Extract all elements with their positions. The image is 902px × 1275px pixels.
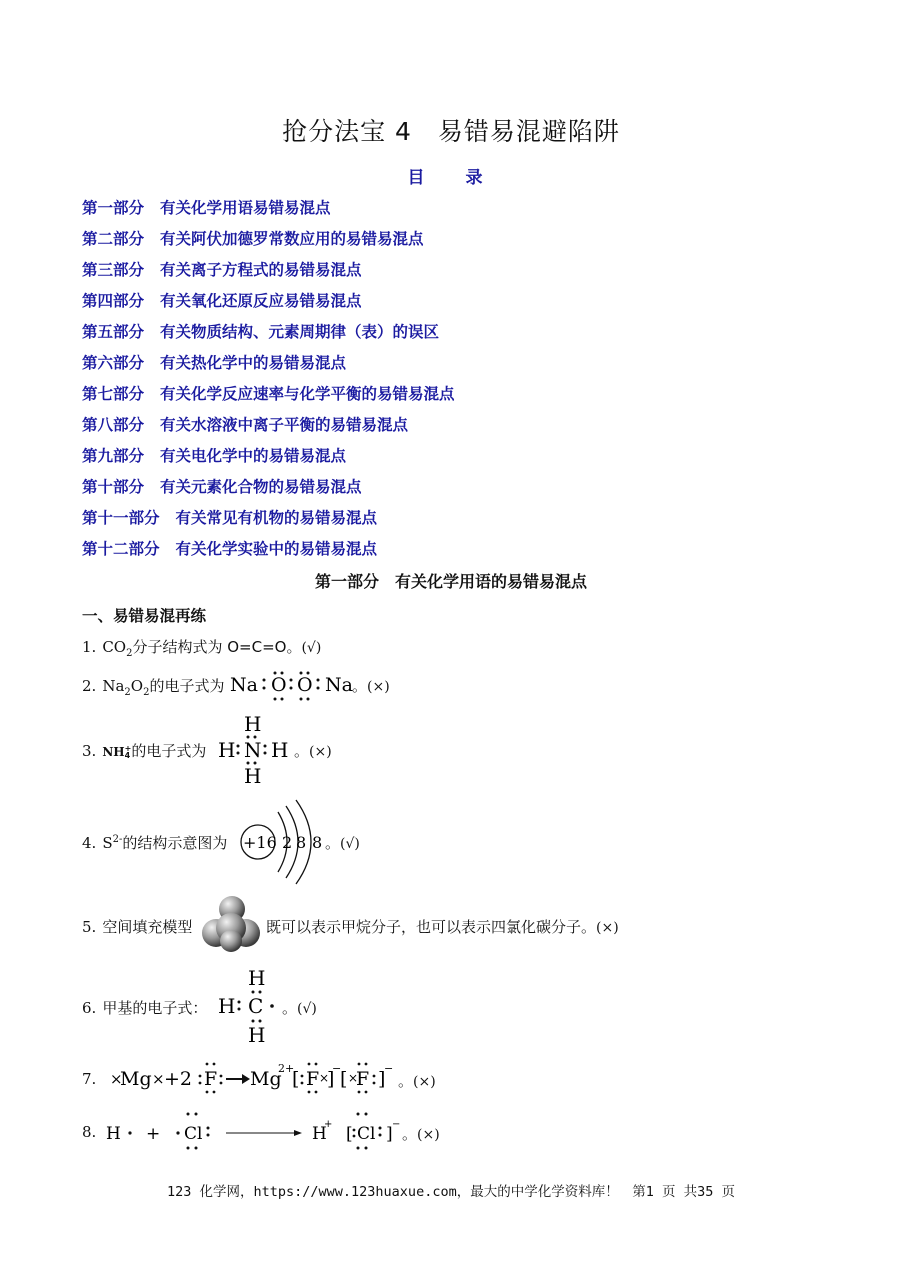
toc-item[interactable]: 第一部分 有关化学用语易错易混点 bbox=[82, 199, 331, 217]
footer-site: 123 化学网，https://www.123huaxue.com，最大的中学化学资料库！ bbox=[167, 1184, 619, 1200]
toc-item[interactable]: 第七部分 有关化学反应速率与化学平衡的易错易混点 bbox=[82, 385, 455, 403]
svg-text:F: F bbox=[356, 1068, 370, 1090]
toc-item[interactable]: 第五部分 有关物质结构、元素周期律（表）的误区 bbox=[82, 323, 440, 341]
svg-text:×: × bbox=[348, 1071, 359, 1085]
exercise-item-5: 5. 空间填充模型 bbox=[82, 918, 193, 936]
svg-text:]: ] bbox=[378, 1068, 386, 1090]
svg-text:8: 8 bbox=[296, 833, 307, 852]
svg-text:−: − bbox=[332, 1062, 342, 1075]
exercise-item-7-tail: 。(×) bbox=[398, 1072, 436, 1090]
exercise-item-3: 3. NH+ 4的电子式为 bbox=[82, 742, 207, 760]
svg-text:+: + bbox=[146, 1124, 161, 1144]
svg-text:H: H bbox=[218, 738, 236, 762]
svg-text:2+: 2+ bbox=[278, 1062, 295, 1075]
svg-text:[: [ bbox=[346, 1124, 353, 1144]
svg-text:−: − bbox=[392, 1119, 401, 1130]
svg-text:Cl: Cl bbox=[357, 1124, 376, 1144]
exercise-item-4-tail: 。(√) bbox=[325, 834, 360, 852]
nh4-lewis-structure bbox=[214, 710, 294, 790]
toc-item[interactable]: 第八部分 有关水溶液中离子平衡的易错易混点 bbox=[82, 416, 409, 434]
toc-item[interactable]: 第二部分 有关阿伏加德罗常数应用的易错易混点 bbox=[82, 230, 424, 248]
toc-item[interactable]: 第六部分 有关热化学中的易错易混点 bbox=[82, 354, 347, 372]
svg-text:H: H bbox=[248, 966, 266, 990]
svg-text:8: 8 bbox=[312, 833, 323, 852]
svg-text:O: O bbox=[271, 674, 287, 696]
exercise-item-1: 1. $CO_2$分子结构式为 O=C=O。(√) bbox=[82, 638, 322, 659]
svg-text:N: N bbox=[244, 738, 262, 762]
toc-item[interactable]: 第十部分 有关元素化合物的易错易混点 bbox=[82, 478, 362, 496]
toc-item[interactable]: 第四部分 有关氧化还原反应易错易混点 bbox=[82, 292, 362, 310]
svg-text:H: H bbox=[106, 1124, 121, 1144]
exercise-item-7: 7. bbox=[82, 1070, 97, 1088]
svg-text:×: × bbox=[110, 1070, 123, 1088]
svg-text:H: H bbox=[244, 764, 262, 788]
svg-text:O: O bbox=[297, 674, 313, 696]
svg-text:Mg: Mg bbox=[250, 1068, 282, 1090]
svg-text:+16: +16 bbox=[243, 833, 277, 852]
mgf2-formation-equation bbox=[108, 1058, 398, 1096]
svg-text:+2: +2 bbox=[164, 1068, 193, 1090]
hcl-formation-equation bbox=[104, 1110, 410, 1152]
svg-text:H: H bbox=[218, 994, 236, 1018]
toc-heading: 目 录 bbox=[407, 168, 495, 188]
svg-text:×: × bbox=[152, 1070, 165, 1088]
svg-text:F: F bbox=[204, 1068, 218, 1090]
exercise-item-8-tail: 。(×) bbox=[402, 1125, 440, 1143]
exercise-item-3-tail: 。(×) bbox=[294, 742, 332, 760]
toc-item[interactable]: 第九部分 有关电化学中的易错易混点 bbox=[82, 447, 347, 465]
svg-text:H: H bbox=[271, 738, 289, 762]
svg-text:2: 2 bbox=[282, 833, 293, 852]
section-subtitle: 一、易错易混再练 bbox=[82, 607, 207, 625]
svg-text:Cl: Cl bbox=[184, 1124, 203, 1144]
svg-text:H: H bbox=[248, 1023, 266, 1047]
exercise-item-6-tail: 。(√) bbox=[282, 999, 317, 1017]
exercise-item-2-tail: 。(×) bbox=[352, 677, 390, 695]
svg-text:]: ] bbox=[327, 1068, 335, 1090]
svg-text:F: F bbox=[306, 1068, 320, 1090]
toc-item[interactable]: 第十一部分 有关常见有机物的易错易混点 bbox=[82, 509, 378, 527]
exercise-item-2: 2. $Na_2O_2$的电子式为 bbox=[82, 677, 225, 698]
svg-text:H: H bbox=[312, 1124, 327, 1144]
toc-item[interactable]: 第三部分 有关离子方程式的易错易混点 bbox=[82, 261, 362, 279]
section-title: 第一部分 有关化学用语的易错易混点 bbox=[314, 572, 587, 591]
svg-text:H: H bbox=[244, 712, 262, 736]
svg-text:[: [ bbox=[340, 1068, 348, 1090]
svg-text:×: × bbox=[319, 1071, 330, 1085]
page-footer bbox=[0, 1180, 902, 1200]
exercise-item-5-rest: 既可以表示甲烷分子，也可以表示四氯化碳分子。(×) bbox=[266, 918, 619, 936]
space-filling-model-icon bbox=[200, 895, 264, 953]
document-title: 抢分法宝 4 易错易混避陷阱 bbox=[282, 117, 620, 146]
svg-text:C: C bbox=[248, 994, 264, 1018]
methyl-lewis-structure bbox=[216, 965, 286, 1047]
svg-text:−: − bbox=[384, 1062, 394, 1075]
table-of-contents bbox=[82, 197, 455, 569]
svg-text:Mg: Mg bbox=[120, 1068, 152, 1090]
footer-page-number: 第1 页 共35 页 bbox=[632, 1184, 735, 1200]
svg-text:]: ] bbox=[386, 1124, 393, 1144]
svg-text:Na: Na bbox=[325, 674, 353, 696]
svg-text:[: [ bbox=[292, 1068, 300, 1090]
exercise-item-4: 4. $S^{2-}$的结构示意图为 bbox=[82, 834, 228, 852]
exercise-item-6: 6. 甲基的电子式： bbox=[82, 999, 208, 1017]
na2o2-lewis-structure bbox=[228, 668, 358, 702]
svg-text:+: + bbox=[324, 1119, 333, 1130]
svg-text:Na: Na bbox=[230, 674, 258, 696]
exercise-item-8: 8. bbox=[82, 1123, 97, 1141]
toc-item[interactable]: 第十二部分 有关化学实验中的易错易混点 bbox=[82, 540, 378, 558]
